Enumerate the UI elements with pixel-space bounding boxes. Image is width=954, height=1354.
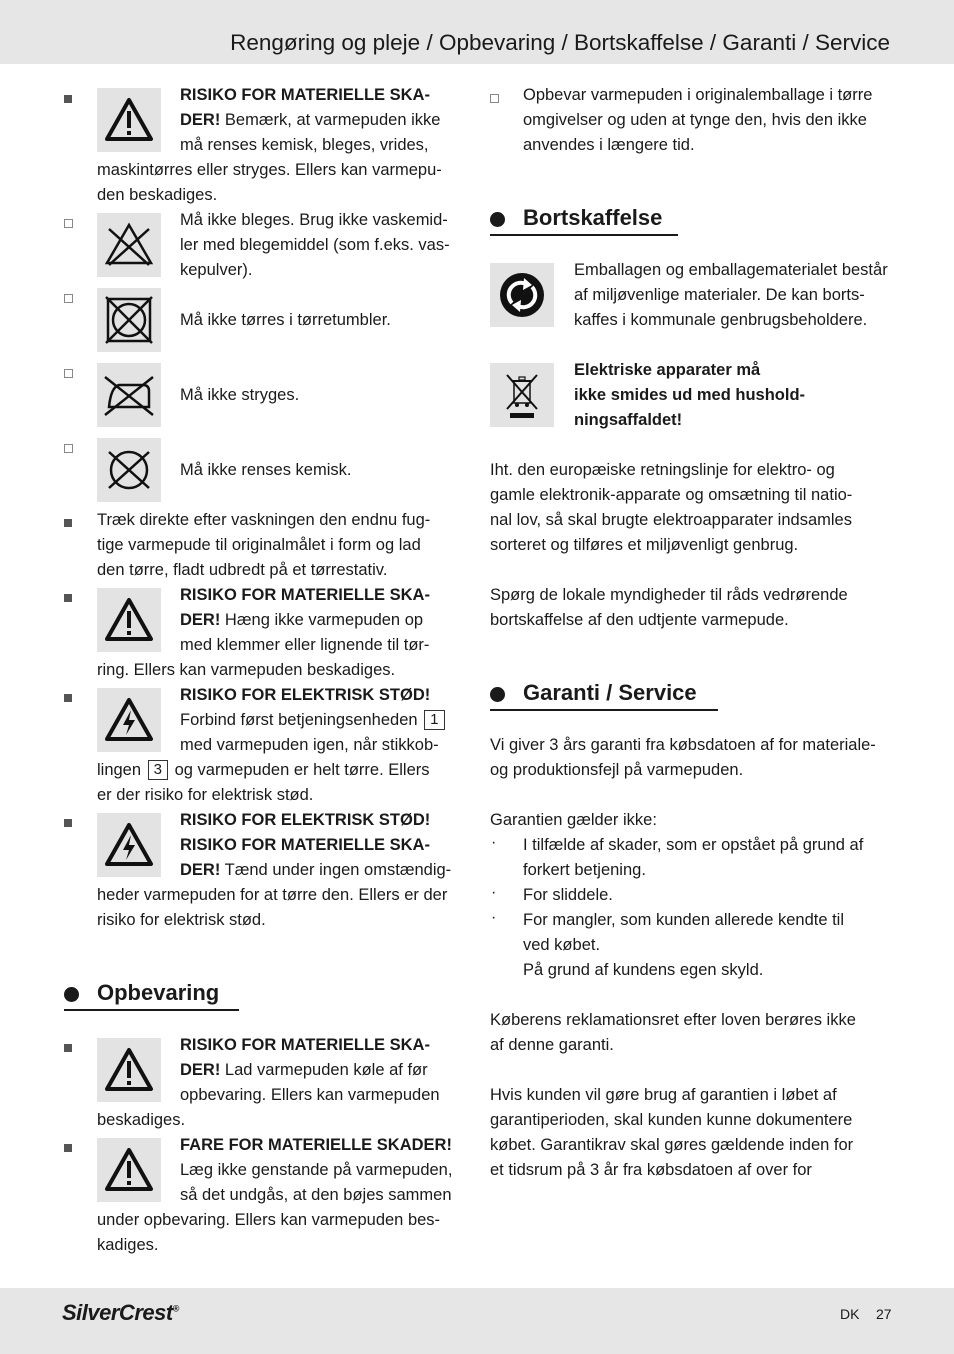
- warning-heading: RISIKO FOR MATERIELLE SKA-: [180, 836, 430, 854]
- text-line: af denne garanti.: [490, 1036, 614, 1054]
- electric-shock-warning-icon: [97, 813, 161, 877]
- text-line: tige varmepude til originalmålet i form og lad: [97, 536, 421, 554]
- text-line: garantiperioden, skal kunden kunne dokumentere: [490, 1111, 853, 1129]
- warning-heading: ikke smides ud med hushold-: [574, 386, 806, 404]
- warning-heading: RISIKO FOR MATERIELLE SKA-: [180, 86, 430, 104]
- text-line: Køberens reklamationsret efter loven berøres ikke: [490, 1011, 856, 1029]
- text-line: et tidsrum på 3 år fra købsdatoen af over for: [490, 1161, 812, 1179]
- list-dot: ·: [491, 909, 497, 926]
- list-item: For sliddele.: [523, 886, 613, 904]
- text-line: DER! Lad varmepuden køle af før: [180, 1061, 428, 1079]
- text-line: Forbind først betjeningsenheden 1: [180, 708, 447, 733]
- text-line: under opbevaring. Ellers kan varmepuden bes-: [97, 1211, 441, 1229]
- list-dot: ·: [491, 884, 497, 901]
- warning-triangle-icon: [97, 1138, 161, 1202]
- text-line: så det undgås, at den bøjes sammen: [180, 1186, 452, 1204]
- heading-bullet: [64, 987, 79, 1002]
- page-title: Rengøring og pleje / Opbevaring / Bortskaffelse / Garanti / Service: [230, 30, 890, 55]
- recycle-icon: [490, 263, 554, 327]
- bullet-open: [64, 219, 73, 228]
- heading-bullet: [490, 212, 505, 227]
- bullet-square: [64, 1144, 72, 1152]
- reference-number: 3: [148, 760, 168, 780]
- bullet-open: [64, 369, 73, 378]
- section-heading-garanti-service: Garanti / Service: [523, 680, 697, 705]
- bullet-square: [64, 519, 72, 527]
- bullet-open: [64, 294, 73, 303]
- text-line: med klemmer eller lignende til tør-: [180, 636, 430, 654]
- no-dry-clean-icon: [97, 438, 161, 502]
- text-line: risiko for elektrisk stød.: [97, 911, 266, 929]
- heading-underline: [64, 1009, 239, 1011]
- text-line: kaffes i kommunale genbrugsbeholdere.: [574, 311, 868, 329]
- text-line: er der risiko for elektrisk stød.: [97, 786, 314, 804]
- text-line: lingen 3 og varmepuden er helt tørre. Ellers: [97, 761, 430, 779]
- warning-triangle-icon: [97, 88, 161, 152]
- text-line: af miljøvenlige materialer. De kan borts-: [574, 286, 865, 304]
- text-line: bortskaffelse af den udtjente varmepude.: [490, 611, 789, 629]
- text-line: kadiges.: [97, 1236, 159, 1254]
- heading-underline: [490, 709, 718, 711]
- text-line: anvendes i længere tid.: [523, 136, 695, 154]
- electric-shock-warning-icon: [97, 688, 161, 752]
- text-line: Emballagen og emballagematerialet består: [574, 261, 888, 279]
- text-line: DER! Tænd under ingen omstændig-: [180, 861, 452, 879]
- page-number: 27: [876, 1306, 892, 1322]
- brand-logo: SilverCrest®: [62, 1300, 179, 1325]
- bullet-square: [64, 95, 72, 103]
- text-line: Må ikke stryges.: [180, 386, 300, 404]
- heading-underline: [490, 234, 678, 236]
- text-line: den beskadiges.: [97, 186, 218, 204]
- text-line: Træk direkte efter vaskningen den endnu fug-: [97, 511, 431, 529]
- text-line: Spørg de lokale myndigheder til råds vedrørende: [490, 586, 848, 604]
- warning-heading: RISIKO FOR MATERIELLE SKA-: [180, 586, 430, 604]
- warning-heading: ningsaffaldet!: [574, 411, 683, 429]
- warning-heading: RISIKO FOR MATERIELLE SKA-: [180, 1036, 430, 1054]
- list-dot: ·: [491, 834, 497, 851]
- list-item: For mangler, som kunden allerede kendte til: [523, 911, 845, 929]
- text-line: Garantien gælder ikke:: [490, 811, 657, 829]
- list-item: forkert betjening.: [523, 861, 646, 879]
- language-code: DK: [840, 1306, 860, 1322]
- warning-triangle-icon: [97, 588, 161, 652]
- text-line: må renses kemisk, bleges, vrides,: [180, 136, 429, 154]
- bullet-square: [64, 819, 72, 827]
- text-line: og produktionsfejl på varmepuden.: [490, 761, 744, 779]
- text-line: omgivelser og uden at tynge den, hvis den ikke: [523, 111, 867, 129]
- warning-triangle-icon: [97, 1038, 161, 1102]
- text-line: DER! Bemærk, at varmepuden ikke: [180, 111, 441, 129]
- reference-number: 1: [424, 710, 444, 730]
- bullet-open: [490, 94, 499, 103]
- text-line: den tørre, fladt udbredt på et tørrestativ.: [97, 561, 388, 579]
- bullet-square: [64, 1044, 72, 1052]
- text-line: ring. Ellers kan varmepuden beskadiges.: [97, 661, 396, 679]
- text-line: maskintørres eller stryges. Ellers kan varmepu-: [97, 161, 442, 179]
- text-line: Hvis kunden vil gøre brug af garantien i løbet af: [490, 1086, 837, 1104]
- section-heading-opbevaring: Opbevaring: [97, 980, 220, 1005]
- text-line: Må ikke tørres i tørretumbler.: [180, 311, 391, 329]
- text-line: Opbevar varmepuden i originalemballage i tørre: [523, 86, 873, 104]
- no-iron-icon: [97, 363, 161, 427]
- weee-crossed-bin-icon: [490, 363, 554, 427]
- text-line: ler med blegemiddel (som f.eks. vas-: [180, 236, 450, 254]
- text-line: beskadiges.: [97, 1111, 186, 1129]
- text-line: DER! Hæng ikke varmepuden op: [180, 611, 424, 629]
- text-line: opbevaring. Ellers kan varmepuden: [180, 1086, 440, 1104]
- text-line: gamle elektronik-apparate og omsætning til natio-: [490, 486, 853, 504]
- text-line: heder varmepuden for at tørre den. Ellers er der: [97, 886, 448, 904]
- section-heading-bortskaffelse: Bortskaffelse: [523, 205, 663, 230]
- text-line: nal lov, så skal brugte elektroapparater indsamles: [490, 511, 852, 529]
- bullet-square: [64, 694, 72, 702]
- text-line: Iht. den europæiske retningslinje for elektro- og: [490, 461, 835, 479]
- no-bleach-icon: [97, 213, 161, 277]
- bullet-square: [64, 594, 72, 602]
- list-item: I tilfælde af skader, som er opstået på grund af: [523, 836, 864, 854]
- list-item: På grund af kundens egen skyld.: [523, 961, 764, 979]
- text-line: med varmepuden igen, når stikkob-: [180, 736, 439, 754]
- text-line: købet. Garantikrav skal gøres gældende inden for: [490, 1136, 854, 1154]
- text-line: Læg ikke genstande på varmepuden,: [180, 1161, 453, 1179]
- heading-bullet: [490, 687, 505, 702]
- text-line: Må ikke renses kemisk.: [180, 461, 352, 479]
- text-line: Vi giver 3 års garanti fra købsdatoen af for materiale-: [490, 736, 876, 754]
- text-line: Må ikke bleges. Brug ikke vaskemid-: [180, 211, 448, 229]
- warning-heading: FARE FOR MATERIELLE SKADER!: [180, 1136, 452, 1154]
- text-line: sorteret og tilføres et miljøvenligt genbrug.: [490, 536, 799, 554]
- text-line: kepulver).: [180, 261, 253, 279]
- warning-heading: RISIKO FOR ELEKTRISK STØD!: [180, 686, 431, 704]
- warning-heading: RISIKO FOR ELEKTRISK STØD!: [180, 811, 431, 829]
- warning-heading: Elektriske apparater må: [574, 361, 761, 379]
- bullet-open: [64, 444, 73, 453]
- list-item: ved købet.: [523, 936, 601, 954]
- no-tumble-dry-icon: [97, 288, 161, 352]
